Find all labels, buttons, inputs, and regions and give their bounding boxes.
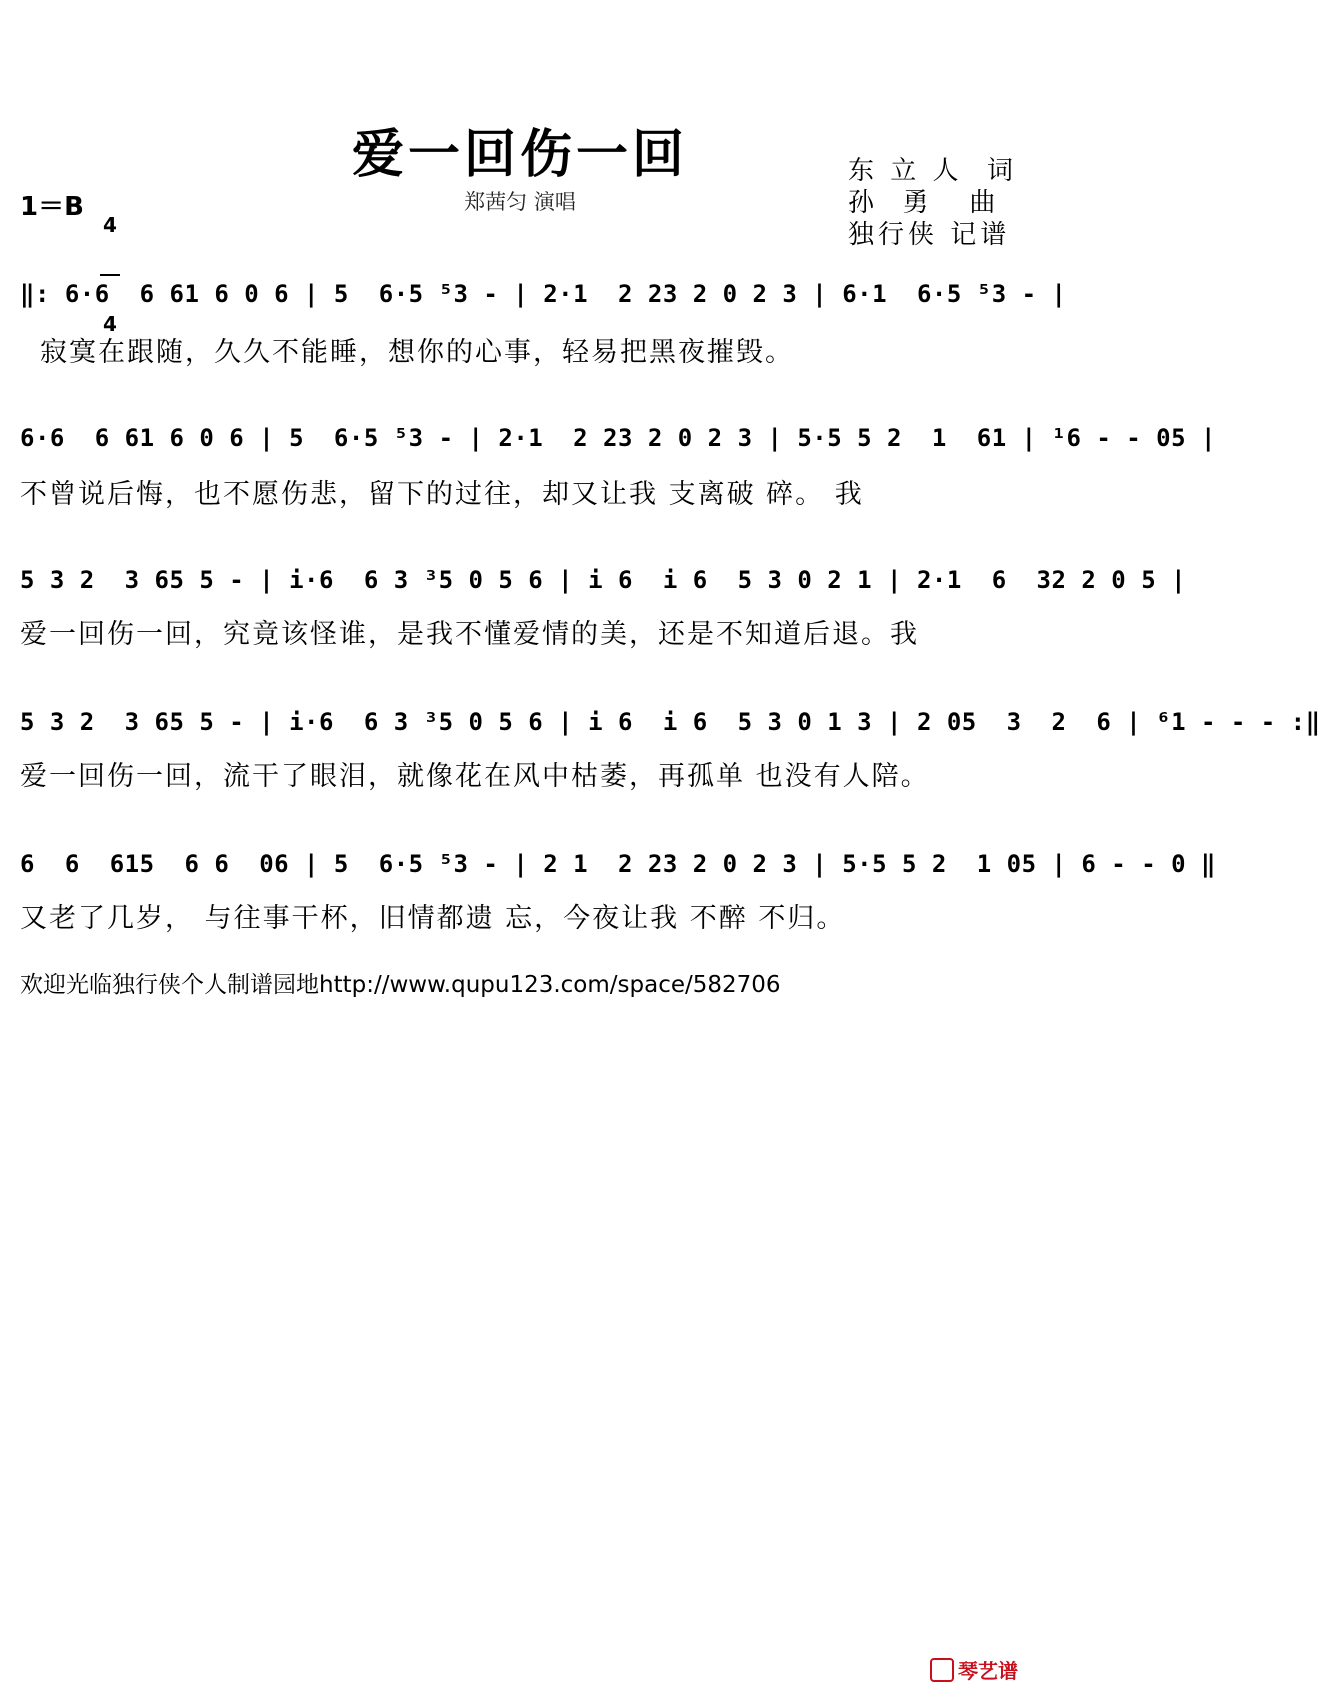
score-lyrics-line-1: 寂寞在跟随，久久不能睡，想你的心事，轻易把黑夜摧毁。 — [40, 337, 794, 368]
score-notes-line-2: 6·6 6 61 6 0 6 | 5 6·5 ⁵3 - | 2·1 2 23 2 0 2 3 | 5·5 5 2 1 61 | ¹6 - - 05 | — [20, 424, 1216, 452]
time-signature-top: 4 — [103, 213, 117, 237]
score-notes-line-5: 6 6 615 6 6 06 | 5 6·5 ⁵3 - | 2 1 2 23 2 0 2 3 | 5·5 5 2 1 05 | 6 - - 0 ‖ — [20, 850, 1216, 878]
time-signature — [98, 178, 122, 353]
time-signature-bar — [100, 274, 120, 276]
watermark-text: 琴艺谱 — [958, 1659, 1018, 1683]
score-lyrics-line-2: 不曾说后悔，也不愿伤悲，留下的过往，却又让我 支离破 碎。 我 — [20, 479, 864, 510]
score-notes-line-1: ‖: 6·6 6 61 6 0 6 | 5 6·5 ⁵3 - | 2·1 2 23 2 0 2 3 | 6·1 6·5 ⁵3 - | — [20, 280, 1067, 308]
score-lyrics-line-5: 又老了几岁， 与往事干杯，旧情都遗 忘，今夜让我 不醉 不归。 — [20, 903, 846, 934]
score-notes-line-4: 5 3 2 3 65 5 - | i·6 6 3 ³5 0 5 6 | i 6 i 6 5 3 0 1 3 | 2 05 3 2 6 | ⁶1 - - - :‖ — [20, 708, 1321, 736]
key-signature: 1＝B — [20, 192, 84, 222]
watermark-logo — [930, 1655, 1018, 1684]
score-notes-line-3: 5 3 2 3 65 5 - | i·6 6 3 ³5 0 5 6 | i 6 i 6 5 3 0 2 1 | 2·1 6 32 2 0 5 | — [20, 566, 1187, 594]
lyricist-credit: 东 立 人 词 — [848, 156, 1018, 186]
score-lyrics-line-4: 爱一回伤一回，流干了眼泪，就像花在风中枯萎，再孤单 也没有人陪。 — [20, 761, 930, 792]
logo-icon — [930, 1658, 954, 1682]
song-title: 爱一回伤一回 — [351, 124, 688, 185]
singer-credit: 郑茜匀 演唱 — [464, 190, 576, 214]
transcriber-credit: 独行侠 记谱 — [848, 220, 1011, 250]
composer-credit: 孙 勇 曲 — [848, 188, 1000, 218]
time-signature-bottom: 4 — [103, 312, 117, 336]
footer-note: 欢迎光临独行侠个人制谱园地http://www.qupu123.com/space/582706 — [20, 972, 781, 998]
score-lyrics-line-3: 爱一回伤一回，究竟该怪谁，是我不懂爱情的美，还是不知道后退。我 — [20, 619, 919, 650]
